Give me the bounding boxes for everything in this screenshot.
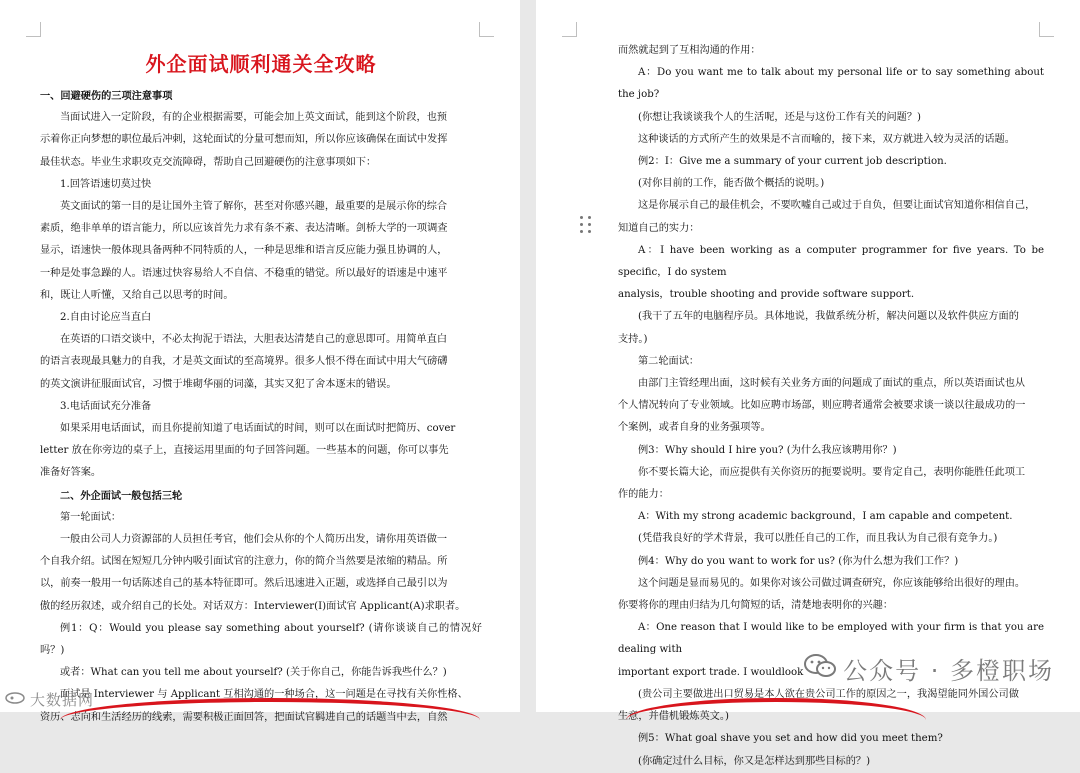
watermark-left-text: 大数据网 [30, 691, 95, 709]
text-line: 知道自己的实力： [618, 222, 700, 234]
text-line: 如果采用电话面试，而且你提前知道了电话面试的时间，则可以在面试时把简历、cover [60, 423, 456, 435]
text-line: (你确定过什么目标，你又是怎样达到那些目标的？) [638, 755, 871, 767]
text-line: (对你目前的工作，能否做个概括的说明。) [638, 178, 825, 190]
text-line: 显示，语速快一般体现具备两种不同特质的人，一种是思维和语言反应能力强且协调的人， [40, 245, 448, 257]
red-decorative-arc [626, 698, 926, 742]
text-line: 傲的经历叙述，或介绍自己的长处。对话双方：Interviewer(I)面试官 Applicant(A)求职者。 [40, 600, 466, 612]
text-line: 准备好答案。 [40, 467, 102, 479]
text-line: 在英语的口语交谈中，不必太拘泥于语法，大胆表达清楚自己的意思即可。用简单直白 [60, 334, 448, 346]
text-line: 的语言表现最具魅力的自我，才是英文面试的至高境界。很多人恨不得在面试中用大气磅礴 [40, 356, 448, 368]
text-line: 例4：Why do you want to work for us? (你为什么想为我们工作？) [638, 555, 959, 567]
text-line: (你想让我谈谈我个人的生活呢，还是与这份工作有关的问题？) [638, 111, 922, 123]
text-line: 例3：Why should I hire you? (为什么我应该聘用你？) [638, 444, 897, 456]
page-corner-mark [26, 22, 41, 37]
text-line: 和，既让人听懂，又给自己以思考的时间。 [40, 289, 234, 301]
text-line: 第二轮面试： [638, 355, 700, 367]
text-line: 当面试进入一定阶段，有的企业根据需要，可能会加上英文面试，能到这个阶段，也预 [60, 112, 448, 124]
text-line: analysis，trouble shooting and provide software support. [618, 289, 915, 301]
text-line: 3.电话面试充分准备 [60, 400, 152, 412]
text-line: (贵公司主要做进出口贸易是本人欲在贵公司工作的原因之一，我渴望能同外国公司做 [638, 688, 1019, 700]
text-line: 或者：What can you tell me about yourself? (关于你自己，你能告诉我些什么？) [60, 667, 447, 679]
text-line: 个自我介绍。试图在短短几分钟内吸引面试官的注意力，你的简介当然要是浓缩的精品。所 [40, 556, 448, 568]
drag-handle-icon[interactable] [580, 216, 592, 234]
text-line: 一般由公司人力资源部的人员担任考官，他们会从你的个人简历出发，请你用英语做一 [60, 534, 448, 546]
text-line: 例5：What goal shave you set and how did you meet them? [638, 733, 943, 745]
text-line: 例1：Q：Would you please say something about yourself? (请你谈谈自己的情况好吗？) [40, 622, 482, 657]
text-line: 你要将你的理由归结为几句简短的话，清楚地表明你的兴趣： [618, 600, 894, 612]
text-line: 1.回答语速切莫过快 [60, 178, 152, 190]
text-line: 示着你正向梦想的职位最后冲刺，这轮面试的分量可想而知，所以你应该确保在面试中发挥 [40, 134, 448, 146]
text-line: 素质，绝非单单的语言能力，所以应该首先力求有条不紊、表达清晰。剑桥大学的一项调查 [40, 223, 448, 235]
text-line: 英文面试的第一目的是让国外主管了解你，甚至对你感兴趣，最重要的是展示你的综合 [60, 201, 448, 213]
text-line: A：With my strong academic background，I am capable and competent. [638, 511, 1013, 523]
text-line: 的英文演讲征服面试官，习惯于堆砌华丽的词藻，其实又犯了舍本逐末的错误。 [40, 378, 397, 390]
text-line: important export trade. I wouldlook [618, 666, 804, 678]
text-line: 而然就起到了互相沟通的作用： [618, 45, 761, 56]
text-line: 例2：I：Give me a summary of your current job description. [638, 156, 947, 168]
text-line: letter 放在你旁边的桌子上，直接运用里面的句子回答问题。一些基本的问题，你可以事先 [40, 445, 449, 457]
text-line: 资历、志向和生活经历的线索，需要积极正面回答，把面试官羁进自己的话题当中去，自然 [40, 711, 448, 723]
watermark-logo-icon [4, 691, 26, 709]
document-body-left [40, 85, 482, 729]
text-line: 面试是 Interviewer 与 Applicant 互相沟通的一种场合，这一问题是在寻找有关你性格、 [60, 689, 468, 701]
text-line: 二、外企面试一般包括三轮 [60, 489, 183, 502]
watermark-right [803, 651, 1054, 686]
text-line: 个人情况转向了专业领域。比如应聘市场部，则应聘者通常会被要求谈一谈以往最成功的一 [618, 400, 1026, 412]
text-line: 支持。) [618, 333, 648, 345]
text-line: 生意，并借机锻炼英文。) [618, 711, 729, 723]
text-line: 这是你展示自己的最佳机会，不要吹嘘自己或过于自负，但要让面试官知道你相信自己， [638, 200, 1036, 212]
text-line: 这个问题是显而易见的。如果你对该公司做过调查研究，你应该能够给出很好的理由。 [638, 577, 1026, 589]
page-corner-mark [562, 22, 577, 37]
text-line: A：Do you want me to talk about my personal life or to say something about the job? [618, 67, 1044, 101]
red-decorative-arc [60, 698, 480, 742]
wechat-icon [803, 653, 837, 685]
text-line: (凭借我良好的学术背景，我可以胜任自己的工作，而且我认为自己很有竞争力。) [638, 533, 998, 545]
text-line: 这种谈话的方式所产生的效果是不言而喻的，接下来，双方就进入较为灵活的话题。 [638, 133, 1015, 145]
text-line: (我干了五年的电脑程序员。具体地说，我做系统分析，解决问题以及软件供应方面的 [638, 311, 1019, 323]
text-line: 以，前奏一般用一句话陈述自己的基本特征即可。然后迅速进入正题，或选择自己最引以为 [40, 578, 448, 590]
text-line: 作的能力： [618, 489, 669, 501]
text-line: 最佳状态。毕业生求职攻克交流障碍，帮助自己回避硬伤的注意事项如下： [40, 156, 377, 168]
text-line: 一种是处事急躁的人。语速过快容易给人不自信、不稳重的错觉。所以最好的语速是中速平 [40, 267, 448, 279]
watermark-right-text: 公众号 · 多橙职场 [843, 657, 1054, 685]
text-line: A：One reason that I would like to be employed with your firm is that you are dealing with [618, 622, 1044, 656]
document-page-right [536, 0, 1080, 767]
page-corner-mark [1039, 22, 1054, 37]
text-line: 你不要长篇大论，而应提供有关你资历的扼要说明。要肯定自己，表明你能胜任此项工 [638, 466, 1026, 478]
text-line: 个案例，或者自身的业务强项等。 [618, 422, 771, 434]
document-title: 外企面试顺利通关全攻略 [145, 52, 377, 76]
text-line: 第一轮面试： [60, 511, 122, 523]
text-line: 2.自由讨论应当直白 [60, 312, 152, 324]
watermark-left [4, 689, 94, 710]
document-page-left [0, 0, 520, 723]
text-line: 由部门主管经理出面，这时候有关业务方面的问题成了面试的重点，所以英语面试也从 [638, 378, 1026, 390]
text-line: 一、回避硬伤的三项注意事项 [40, 90, 173, 102]
text-line: A：I have been working as a computer programmer for five years. To be specific，I do system [618, 244, 1044, 279]
page-corner-mark [479, 22, 494, 37]
